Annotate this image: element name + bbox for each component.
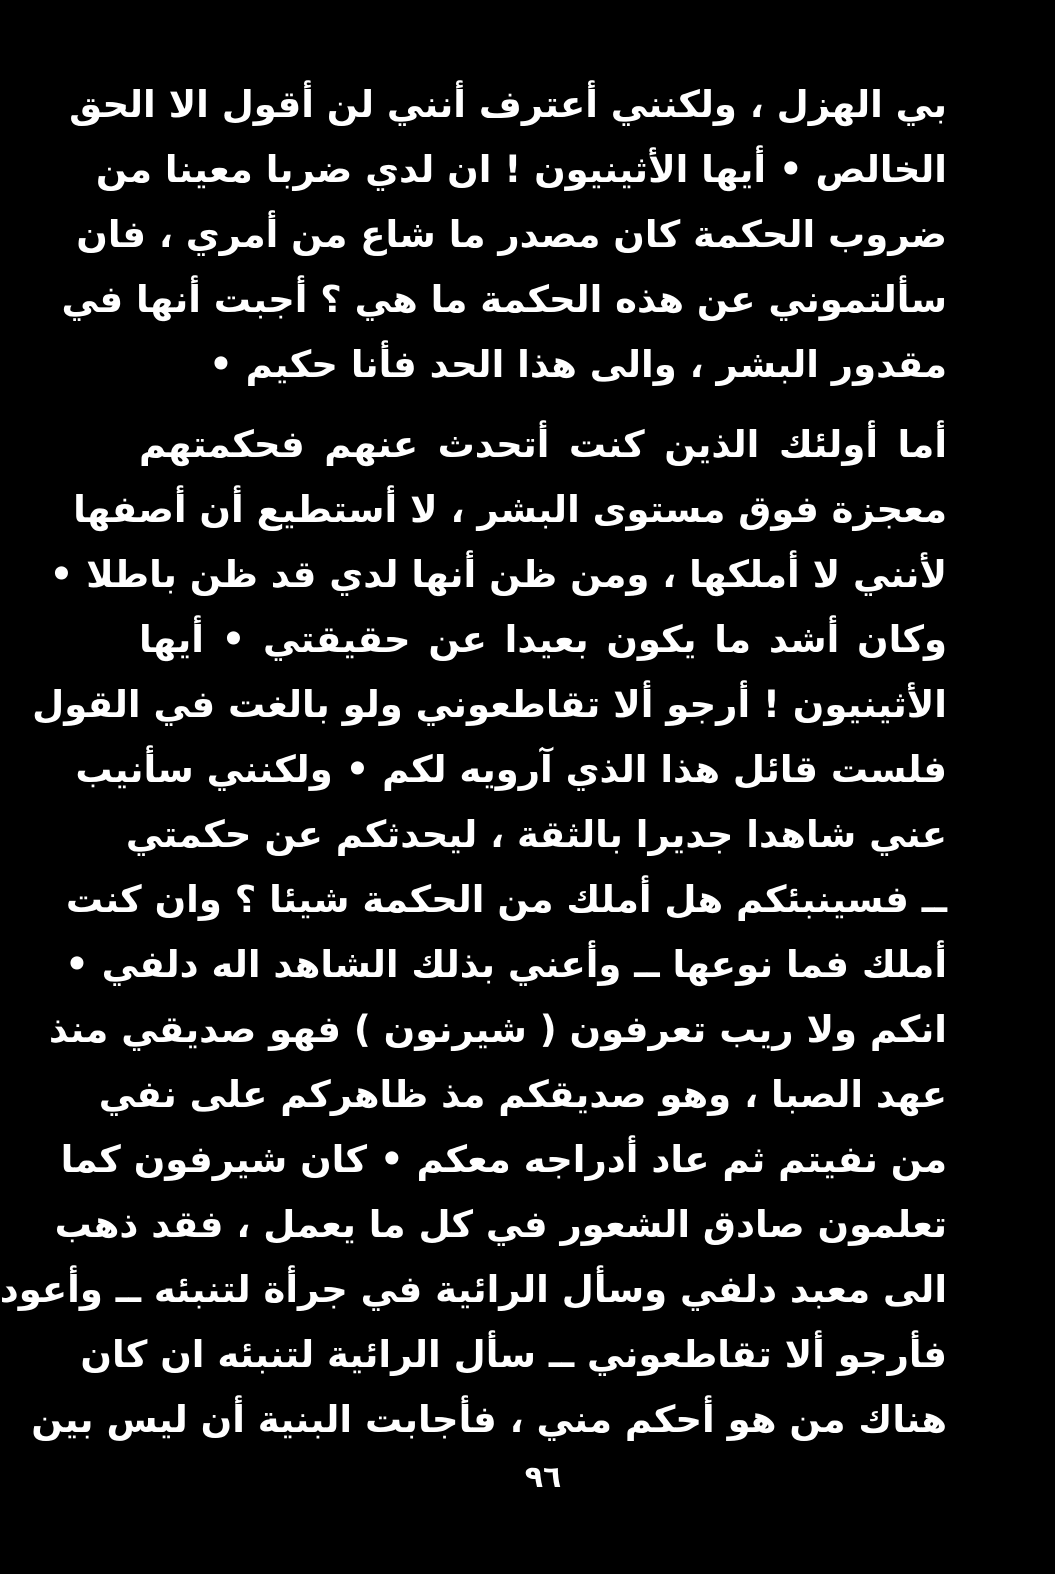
text-line: الى معبد دلفي وسأل الرائية في جرأة لتنبئه ــ وأعود (0, 1268, 947, 1311)
text-line: ــ فسينبئكم هل أملك من الحكمة شيئا ؟ وان كنت (65, 878, 947, 921)
paragraph-2 (0, 412, 947, 1452)
text-line: أملك فما نوعها ــ وأعني بذلك الشاهد اله دلفي • (65, 943, 947, 986)
text-line: لأنني لا أملكها ، ومن ظن أنها لدي قد ظن باطلا • (49, 553, 947, 596)
text-line: سألتموني عن هذه الحكمة ما هي ؟ أجبت أنها في (61, 278, 947, 321)
text-line: الخالص • أيها الأثينيون ! ان لدي ضربا معينا من (95, 148, 947, 191)
text-line: فأرجو ألا تقاطعوني ــ سأل الرائية لتنبئه ان كان (80, 1333, 947, 1376)
text-line: الأثينيون ! أرجو ألا تقاطعوني ولو بالغت في القول (32, 683, 947, 726)
text-line: فلست قائل هذا الذي آرويه لكم • ولكنني سأنيب (75, 748, 947, 791)
text-line: تعلمون صادق الشعور في كل ما يعمل ، فقد ذهب (54, 1203, 947, 1246)
page-number: ٩٦ (524, 1460, 562, 1495)
text-line: عهد الصبا ، وهو صديقكم مذ ظاهركم على نفي (98, 1073, 947, 1116)
text-line: مقدور البشر ، والى هذا الحد فأنا حكيم • (209, 343, 947, 386)
text-line: معجزة فوق مستوى البشر ، لا أستطيع أن أصفها (73, 488, 947, 531)
text-line: انكم ولا ريب تعرفون ( شيرنون ) فهو صديقي منذ (48, 1008, 947, 1051)
text-line: هناك من هو أحكم مني ، فأجابت البنية أن ليس بين (31, 1398, 947, 1441)
text-line: من نفيتم ثم عاد أدراجه معكم • كان شيرفون كما (60, 1138, 947, 1181)
text-line: بي الهزل ، ولكنني أعترف أنني لن أقول الا الحق (69, 83, 947, 126)
paragraph-1 (61, 72, 947, 397)
text-line: ضروب الحكمة كان مصدر ما شاع من أمري ، فان (76, 213, 947, 256)
text-line: أما أولئك الذين كنت أتحدث عنهم فحكمتهم (139, 423, 947, 466)
text-line: وكان أشد ما يكون بعيدا عن حقيقتي • أيها (139, 618, 947, 661)
text-line: عني شاهدا جديرا بالثقة ، ليحدثكم عن حكمتي (125, 813, 947, 856)
